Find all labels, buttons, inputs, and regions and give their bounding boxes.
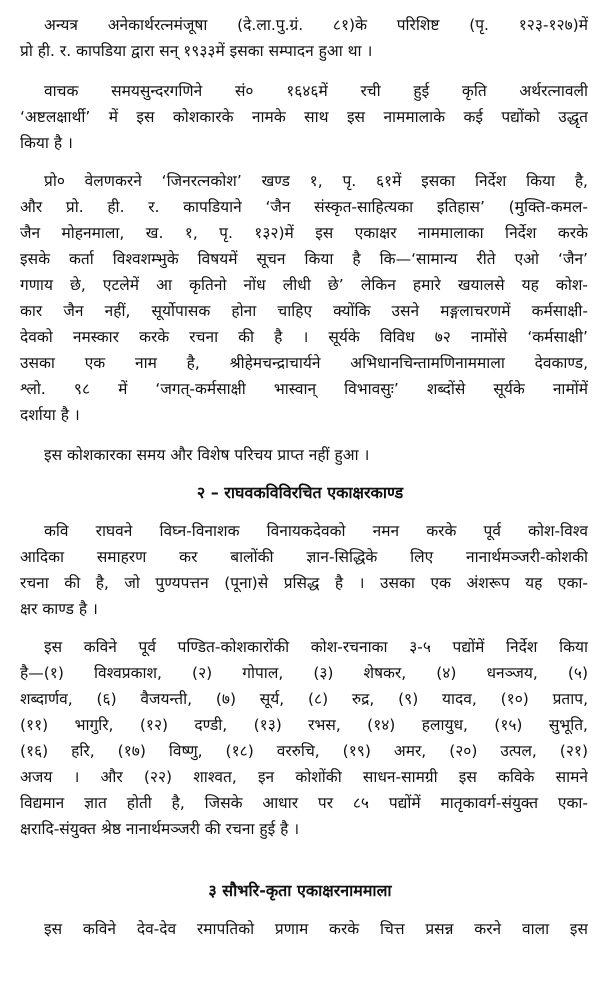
text-line: आदिका समाहरण कर बालोंकी ज्ञान-सिद्धिके लिए नानार्थमञ्जरी-कोशकी <box>20 548 588 566</box>
text-line: दर्शाया है । <box>20 406 80 424</box>
text-line: अन्यत्र अनेकार्थरत्नमंजूषा (दे.ला.पु.ग्रं. ८१)के परिशिष्ट (पृ. १२३-१२७)में <box>44 16 588 34</box>
text-line: इस कोशकारका समय और विशेष परिचय प्राप्त नहीं हुआ । <box>44 446 370 464</box>
text-line: और प्रो. ही. र. कापडियाने ‘जैन संस्कृत-साहित्यका इतिहास’ (मुक्ति-कमल- <box>20 198 588 216</box>
text-line: कार जैन नहीं, सूर्योपासक होना चाहिए क्योंकि उसने मङ्गलाचरणमें कर्मसाक्षी- <box>20 302 588 320</box>
text-line: उसका एक नाम है, श्रीहेमचन्द्राचार्यने अभिधानचिन्तामणिनाममाला देवकाण्ड, <box>20 354 588 372</box>
text-line: श्लो. ९८ में ‘जगत्-कर्मसाक्षी भास्वान् विभावसुः’ शब्दोंसे सूर्यके नामोंमें <box>20 380 588 398</box>
text-line: इस कविने देव-देव रमापतिको प्रणाम करके चित्त प्रसन्न करने वाला इस <box>44 920 588 938</box>
text-line: है—(१) विश्वप्रकाश, (२) गोपाल, (३) शेषकर, (४) धनञ्जय, (५) <box>20 664 588 682</box>
text-line: शब्दार्णव, (६) वैजयन्ती, (७) सूर्य, (८) रुद्र, (९) यादव, (१०) प्रताप, <box>20 690 588 708</box>
text-line: इस कविने पूर्व पण्डित-कोशकारोंकी कोश-रचनाका ३-५ पद्योंमें निर्देश किया <box>44 638 588 656</box>
text-line: किया है । <box>20 134 73 152</box>
section-heading: ३ सौभरि-कृता एकाक्षरनाममाला <box>208 881 392 900</box>
text-line: प्रो० वेलणकरने ‘जिनरत्नकोश’ खण्ड १, पृ. ६१में इसका निर्देश किया है, <box>44 172 588 190</box>
text-line: प्रो ही. र. कापडिया द्वारा सन् १९३३में इसका सम्पादन हुआ था । <box>20 42 373 60</box>
text-line: देवको नमस्कार करके रचना की है । सूर्यके विविध ७२ नामोंसे ‘कर्मसाक्षी’ <box>20 328 588 346</box>
text-line: क्षर काण्ड है । <box>20 600 98 618</box>
text-line: रचना की है, जो पुण्यपत्तन (पूना)से प्रसिद्ध है । उसका एक अंशरूप यह एका- <box>20 574 588 592</box>
text-line: गणाय छे, एटलेमें आ कृतिनो नोंध लीधी छे’ लेकिन हमारे खयालसे यह कोश- <box>20 276 588 294</box>
text-line: विद्यमान ज्ञात होती है, जिसके आधार पर ८५ पद्योंमें मातृकावर्ग-संयुक्त एका- <box>20 794 588 812</box>
text-line: इसके कर्ता विश्वशम्भुके विषयमें सूचन किया है कि—‘सामान्य रीते एओ ‘जैन’ <box>20 250 588 268</box>
text-line: ‘अष्टलक्षार्थी’ में इस कोशकारके नामके साथ इस नाममालाके कई पद्योंको उद्धृत <box>20 108 588 126</box>
text-line: वाचक समयसुन्दरगणिने सं० १६४६में रची हुई कृति अर्थरत्नावली <box>44 82 588 100</box>
text-line: अजय । और (२२) शाश्वत, इन कोशोंकी साधन-सामग्री इस कविके सामने <box>20 768 588 786</box>
text-line: (१६) हरि, (१७) विष्णु, (१८) वररुचि, (१९) अमर, (२०) उत्पल, (२१) <box>20 742 588 760</box>
text-line: कवि राघवने विघ्न-विनाशक विनायकदेवको नमन करके पूर्व कोश-विश्व <box>44 522 588 540</box>
section-heading: २ – राघवकविविरचित एकाक्षरकाण्ड <box>196 483 404 502</box>
text-line: (११) भागुरि, (१२) दण्डी, (१३) रभस, (१४) हलायुध, (१५) सुभूति, <box>20 716 588 734</box>
text-line: क्षरादि-संयुक्त श्रेष्ठ नानार्थमञ्जरी की रचना हुई है । <box>20 820 300 838</box>
text-line: जैन मोहनमाला, ख. १, पृ. १३२)में इस एकाक्षर नाममालाका निर्देश करके <box>20 224 588 242</box>
